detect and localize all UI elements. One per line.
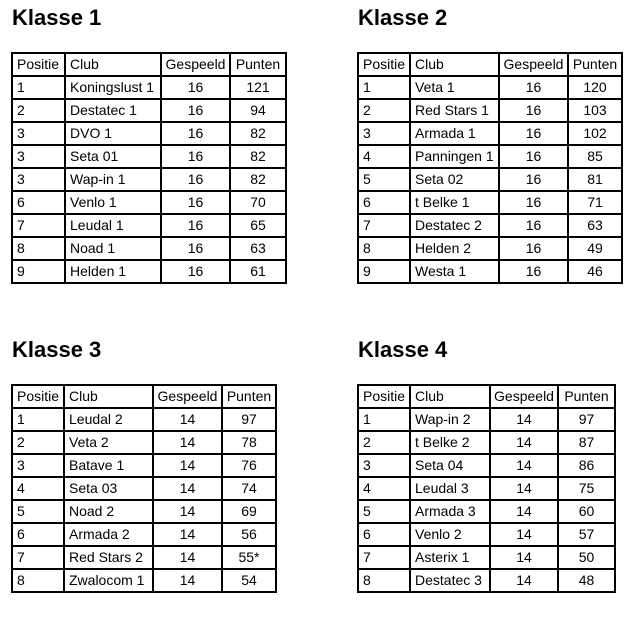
cell-punten: 103	[568, 99, 622, 122]
table-row	[12, 431, 276, 454]
cell-club: Batave 1	[64, 454, 153, 477]
cell-punten: 65	[230, 214, 286, 237]
cell-punten: 81	[568, 168, 622, 191]
cell-positie: 5	[12, 500, 64, 523]
cell-punten: 55*	[222, 546, 276, 569]
header-gespeeld: Gespeeld	[153, 385, 222, 408]
cell-club: Venlo 1	[65, 191, 161, 214]
cell-gespeeld: 16	[499, 99, 568, 122]
cell-positie: 2	[12, 431, 64, 454]
table-row	[358, 191, 622, 214]
header-gespeeld: Gespeeld	[490, 385, 558, 408]
cell-gespeeld: 16	[499, 168, 568, 191]
cell-gespeeld: 14	[153, 431, 222, 454]
cell-punten: 48	[558, 569, 615, 592]
cell-punten: 49	[568, 237, 622, 260]
cell-punten: 61	[230, 260, 286, 283]
cell-positie: 3	[12, 168, 65, 191]
cell-gespeeld: 14	[153, 500, 222, 523]
cell-gespeeld: 14	[490, 523, 558, 546]
table-row	[12, 76, 286, 99]
table-row	[358, 477, 615, 500]
table-row	[12, 237, 286, 260]
cell-punten: 46	[568, 260, 622, 283]
cell-punten: 63	[230, 237, 286, 260]
cell-punten: 70	[230, 191, 286, 214]
cell-club: Red Stars 1	[410, 99, 499, 122]
cell-positie: 3	[12, 145, 65, 168]
cell-positie: 9	[358, 260, 410, 283]
cell-punten: 121	[230, 76, 286, 99]
cell-gespeeld: 14	[490, 477, 558, 500]
cell-gespeeld: 16	[499, 214, 568, 237]
cell-positie: 4	[12, 477, 64, 500]
cell-punten: 56	[222, 523, 276, 546]
cell-positie: 2	[358, 431, 410, 454]
header-punten: Punten	[568, 53, 622, 76]
klasse3-table	[11, 384, 277, 593]
cell-club: Koningslust 1	[65, 76, 161, 99]
table-row	[358, 431, 615, 454]
cell-positie: 6	[358, 191, 410, 214]
cell-positie: 4	[358, 145, 410, 168]
cell-punten: 54	[222, 569, 276, 592]
cell-gespeeld: 16	[499, 122, 568, 145]
table-header-row	[12, 53, 286, 76]
table-row	[12, 477, 276, 500]
klasse1-title: Klasse 1	[12, 5, 102, 30]
cell-punten: 76	[222, 454, 276, 477]
table-row	[12, 168, 286, 191]
cell-positie: 7	[12, 546, 64, 569]
cell-club: Leudal 2	[64, 408, 153, 431]
cell-positie: 6	[12, 191, 65, 214]
cell-club: Seta 03	[64, 477, 153, 500]
table-row	[12, 214, 286, 237]
table-row	[358, 214, 622, 237]
table-row	[12, 523, 276, 546]
cell-gespeeld: 16	[161, 191, 230, 214]
cell-positie: 5	[358, 500, 410, 523]
cell-club: Seta 01	[65, 145, 161, 168]
cell-punten: 60	[558, 500, 615, 523]
header-punten: Punten	[558, 385, 615, 408]
cell-gespeeld: 16	[499, 76, 568, 99]
table-row	[358, 237, 622, 260]
table-row	[358, 523, 615, 546]
cell-positie: 9	[12, 260, 65, 283]
cell-positie: 1	[358, 76, 410, 99]
table-row	[12, 122, 286, 145]
cell-gespeeld: 16	[161, 214, 230, 237]
cell-positie: 8	[12, 237, 65, 260]
cell-club: Destatec 1	[65, 99, 161, 122]
cell-positie: 5	[358, 168, 410, 191]
cell-club: Leudal 1	[65, 214, 161, 237]
cell-club: Wap-in 2	[410, 408, 490, 431]
cell-club: Veta 1	[410, 76, 499, 99]
cell-gespeeld: 14	[153, 477, 222, 500]
cell-gespeeld: 16	[161, 168, 230, 191]
cell-positie: 2	[12, 99, 65, 122]
header-gespeeld: Gespeeld	[161, 53, 230, 76]
klasse4-title: Klasse 4	[358, 337, 448, 362]
cell-club: Helden 2	[410, 237, 499, 260]
header-club: Club	[64, 385, 153, 408]
cell-gespeeld: 16	[499, 145, 568, 168]
cell-club: Veta 2	[64, 431, 153, 454]
table-row	[358, 454, 615, 477]
cell-gespeeld: 14	[490, 546, 558, 569]
table-row	[358, 145, 622, 168]
header-positie: Positie	[12, 53, 65, 76]
cell-gespeeld: 14	[153, 569, 222, 592]
table-row	[358, 122, 622, 145]
cell-club: Destatec 3	[410, 569, 490, 592]
cell-gespeeld: 16	[161, 260, 230, 283]
cell-club: Venlo 2	[410, 523, 490, 546]
cell-positie: 7	[358, 546, 410, 569]
cell-punten: 74	[222, 477, 276, 500]
cell-positie: 3	[358, 454, 410, 477]
cell-club: Westa 1	[410, 260, 499, 283]
klasse3-title: Klasse 3	[12, 337, 102, 362]
header-positie: Positie	[358, 385, 410, 408]
cell-punten: 87	[558, 431, 615, 454]
table-row	[12, 145, 286, 168]
cell-club: Noad 2	[64, 500, 153, 523]
table-row	[358, 408, 615, 431]
cell-gespeeld: 16	[499, 237, 568, 260]
table-row	[358, 569, 615, 592]
table-row	[12, 99, 286, 122]
cell-positie: 3	[358, 122, 410, 145]
cell-punten: 71	[568, 191, 622, 214]
cell-positie: 3	[12, 454, 64, 477]
table-row	[12, 408, 276, 431]
cell-punten: 63	[568, 214, 622, 237]
cell-gespeeld: 16	[161, 76, 230, 99]
cell-punten: 120	[568, 76, 622, 99]
table-row	[12, 546, 276, 569]
cell-club: Red Stars 2	[64, 546, 153, 569]
cell-positie: 3	[12, 122, 65, 145]
table-row	[12, 454, 276, 477]
cell-gespeeld: 16	[499, 260, 568, 283]
cell-club: Seta 04	[410, 454, 490, 477]
cell-club: Leudal 3	[410, 477, 490, 500]
cell-gespeeld: 14	[490, 569, 558, 592]
klasse4-table	[357, 384, 616, 593]
cell-club: Wap-in 1	[65, 168, 161, 191]
cell-gespeeld: 16	[161, 145, 230, 168]
cell-positie: 1	[12, 408, 64, 431]
cell-punten: 69	[222, 500, 276, 523]
cell-punten: 85	[568, 145, 622, 168]
cell-club: DVO 1	[65, 122, 161, 145]
cell-positie: 6	[358, 523, 410, 546]
cell-gespeeld: 14	[490, 431, 558, 454]
cell-club: Armada 1	[410, 122, 499, 145]
cell-positie: 8	[12, 569, 64, 592]
cell-positie: 7	[12, 214, 65, 237]
header-club: Club	[410, 53, 499, 76]
cell-punten: 78	[222, 431, 276, 454]
cell-club: Armada 2	[64, 523, 153, 546]
cell-positie: 1	[12, 76, 65, 99]
cell-positie: 8	[358, 569, 410, 592]
cell-positie: 6	[12, 523, 64, 546]
table-header-row	[358, 53, 622, 76]
table-row	[12, 191, 286, 214]
cell-gespeeld: 16	[161, 237, 230, 260]
cell-punten: 82	[230, 122, 286, 145]
cell-club: Zwalocom 1	[64, 569, 153, 592]
header-positie: Positie	[12, 385, 64, 408]
klasse2-table	[357, 52, 623, 284]
cell-positie: 4	[358, 477, 410, 500]
cell-club: t Belke 1	[410, 191, 499, 214]
cell-punten: 82	[230, 168, 286, 191]
cell-positie: 8	[358, 237, 410, 260]
cell-punten: 86	[558, 454, 615, 477]
cell-gespeeld: 16	[499, 191, 568, 214]
cell-gespeeld: 16	[161, 99, 230, 122]
cell-positie: 1	[358, 408, 410, 431]
header-punten: Punten	[222, 385, 276, 408]
cell-club: t Belke 2	[410, 431, 490, 454]
cell-club: Helden 1	[65, 260, 161, 283]
header-club: Club	[410, 385, 490, 408]
cell-gespeeld: 14	[153, 408, 222, 431]
table-row	[358, 76, 622, 99]
cell-club: Panningen 1	[410, 145, 499, 168]
table-header-row	[358, 385, 615, 408]
cell-gespeeld: 14	[153, 454, 222, 477]
cell-punten: 82	[230, 145, 286, 168]
header-punten: Punten	[230, 53, 286, 76]
table-row	[358, 500, 615, 523]
table-row	[358, 99, 622, 122]
cell-punten: 102	[568, 122, 622, 145]
header-gespeeld: Gespeeld	[499, 53, 568, 76]
table-row	[12, 500, 276, 523]
cell-gespeeld: 14	[490, 408, 558, 431]
cell-punten: 97	[222, 408, 276, 431]
cell-gespeeld: 14	[153, 546, 222, 569]
cell-punten: 94	[230, 99, 286, 122]
cell-club: Armada 3	[410, 500, 490, 523]
table-row	[358, 168, 622, 191]
table-row	[358, 260, 622, 283]
header-club: Club	[65, 53, 161, 76]
klasse2-title: Klasse 2	[358, 5, 448, 30]
cell-club: Seta 02	[410, 168, 499, 191]
cell-gespeeld: 14	[490, 454, 558, 477]
table-header-row	[12, 385, 276, 408]
cell-club: Destatec 2	[410, 214, 499, 237]
cell-punten: 75	[558, 477, 615, 500]
cell-club: Noad 1	[65, 237, 161, 260]
cell-gespeeld: 14	[153, 523, 222, 546]
cell-punten: 97	[558, 408, 615, 431]
cell-gespeeld: 14	[490, 500, 558, 523]
cell-gespeeld: 16	[161, 122, 230, 145]
cell-punten: 50	[558, 546, 615, 569]
cell-positie: 2	[358, 99, 410, 122]
table-row	[12, 260, 286, 283]
cell-club: Asterix 1	[410, 546, 490, 569]
cell-positie: 7	[358, 214, 410, 237]
table-row	[12, 569, 276, 592]
header-positie: Positie	[358, 53, 410, 76]
cell-punten: 57	[558, 523, 615, 546]
table-row	[358, 546, 615, 569]
klasse1-table	[11, 52, 287, 284]
